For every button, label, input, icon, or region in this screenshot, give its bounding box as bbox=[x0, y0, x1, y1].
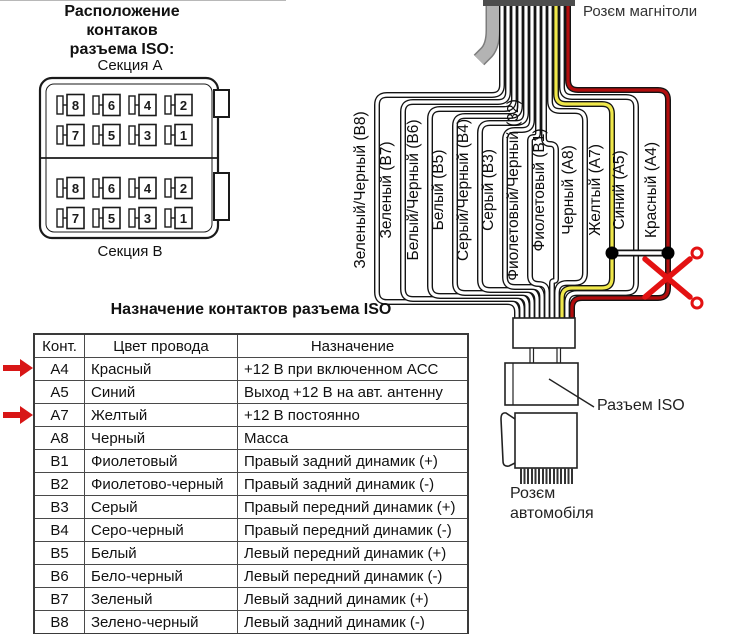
pin-code-cell: B2 bbox=[34, 473, 85, 496]
wire-color-cell: Синий bbox=[85, 381, 238, 404]
arrow-row-a4 bbox=[3, 359, 33, 377]
wire-label-a5: Синий (А5) bbox=[611, 150, 628, 230]
pin-layout-title bbox=[32, 2, 212, 59]
pin-b-6 bbox=[93, 178, 120, 199]
svg-text:2: 2 bbox=[179, 181, 188, 196]
section-b-label: Секция B bbox=[97, 243, 163, 260]
iso-pin-layout-drawing bbox=[40, 78, 229, 238]
table-row bbox=[34, 542, 468, 565]
svg-text:5: 5 bbox=[107, 211, 116, 226]
wire-loops bbox=[352, 5, 668, 318]
purpose-cell: Левый передний динамик (-) bbox=[238, 565, 469, 588]
svg-text:1: 1 bbox=[179, 128, 188, 143]
pin-layout-title-line2: контаков bbox=[86, 22, 158, 39]
car-connector-pin bbox=[553, 468, 562, 484]
pin-code-cell: B6 bbox=[34, 565, 85, 588]
radio-connector-edge bbox=[483, 0, 575, 6]
table-row bbox=[34, 381, 468, 404]
wire-color-cell: Фиолетово-черный bbox=[85, 473, 238, 496]
table-header-cell: Цвет провода bbox=[85, 334, 238, 358]
pin-code-cell: A4 bbox=[34, 358, 85, 381]
wire-label-b6: Белый/Черный (В6) bbox=[405, 119, 422, 261]
wire-color-cell: Зеленый bbox=[85, 588, 238, 611]
pin-b-1 bbox=[165, 208, 192, 229]
pin-a-4 bbox=[129, 95, 156, 116]
table-header-row bbox=[34, 334, 468, 358]
pin-a-1 bbox=[165, 125, 192, 146]
wire-color-cell: Черный bbox=[85, 427, 238, 450]
pin-code-cell: A5 bbox=[34, 381, 85, 404]
wire-color-cell: Красный bbox=[85, 358, 238, 381]
svg-text:5: 5 bbox=[107, 128, 116, 143]
pin-code-cell: A8 bbox=[34, 427, 85, 450]
svg-text:3: 3 bbox=[143, 211, 152, 226]
pin-b-2 bbox=[165, 178, 192, 199]
wire-color-cell: Серый bbox=[85, 496, 238, 519]
pin-code-cell: B3 bbox=[34, 496, 85, 519]
pin-b-4 bbox=[129, 178, 156, 199]
pin-b-7 bbox=[57, 208, 84, 229]
radio-connector-label: Розєм магнітоли bbox=[583, 3, 698, 20]
pin-b-8 bbox=[57, 178, 84, 199]
car-connector-label-line2: автомобіля bbox=[510, 505, 594, 522]
pin-code-cell: A7 bbox=[34, 404, 85, 427]
table-row bbox=[34, 496, 468, 519]
svg-text:4: 4 bbox=[143, 181, 152, 196]
car-connector-pin bbox=[520, 468, 529, 484]
pin-code-cell: B1 bbox=[34, 450, 85, 473]
wire-label-b7: Зеленый (В7) bbox=[378, 141, 395, 239]
purpose-cell: Левый задний динамик (+) bbox=[238, 588, 469, 611]
wire-color-cell: Серо-черный bbox=[85, 519, 238, 542]
pin-a-3 bbox=[129, 125, 156, 146]
pin-b-5 bbox=[93, 208, 120, 229]
car-connector-label-line1: Розєм bbox=[510, 485, 556, 502]
svg-text:6: 6 bbox=[107, 98, 116, 113]
table-row bbox=[34, 519, 468, 542]
table-row bbox=[34, 427, 468, 450]
pin-code-cell: B4 bbox=[34, 519, 85, 542]
svg-text:3: 3 bbox=[143, 128, 152, 143]
purpose-cell: +12 В при включенном ACC bbox=[238, 358, 469, 381]
pin-code-cell: B7 bbox=[34, 588, 85, 611]
pin-b-3 bbox=[129, 208, 156, 229]
svg-text:8: 8 bbox=[71, 181, 80, 196]
table-row bbox=[34, 565, 468, 588]
purpose-cell: Левый задний динамик (-) bbox=[238, 611, 469, 634]
purpose-cell: Выход +12 В на авт. антенну bbox=[238, 381, 469, 404]
wire-color-cell: Фиолетовый bbox=[85, 450, 238, 473]
jumper-dot-a4 bbox=[662, 247, 675, 260]
wire-label-b4: Серый/Черный (В4) bbox=[455, 118, 472, 262]
pin-layout-title-line3: разъема ISO: bbox=[69, 41, 175, 58]
table-row bbox=[34, 404, 468, 427]
svg-text:7: 7 bbox=[71, 128, 80, 143]
arrow-row-a7 bbox=[3, 406, 33, 424]
table-header-cell: Назначение bbox=[238, 334, 469, 358]
wire-label-a7: Желтый (А7) bbox=[587, 144, 604, 236]
purpose-cell: Правый передний динамик (-) bbox=[238, 519, 469, 542]
svg-text:7: 7 bbox=[71, 211, 80, 226]
purpose-cell: Правый задний динамик (-) bbox=[238, 473, 469, 496]
wire-color-cell: Бело-черный bbox=[85, 565, 238, 588]
svg-text:1: 1 bbox=[179, 211, 188, 226]
pin-a-2 bbox=[165, 95, 192, 116]
wire-label-b5: Белый (В5) bbox=[430, 149, 447, 231]
table-row bbox=[34, 358, 468, 381]
pin-a-5 bbox=[93, 125, 120, 146]
car-connector-drawing bbox=[501, 413, 577, 484]
car-connector-pin bbox=[542, 468, 551, 484]
wire-color-cell: Желтый bbox=[85, 404, 238, 427]
pin-code-cell: B5 bbox=[34, 542, 85, 565]
purpose-cell: Правый задний динамик (+) bbox=[238, 450, 469, 473]
wire-label-b2: Фиолетовый/Черный (32) bbox=[505, 99, 522, 281]
table-title: Назначение контактов разъема ISO bbox=[110, 301, 392, 318]
wire-label-a4: Красный (А4) bbox=[643, 142, 660, 238]
pinout-table bbox=[33, 333, 469, 634]
svg-text:4: 4 bbox=[143, 98, 152, 113]
iso-connector-label: Разъем ISO bbox=[597, 397, 685, 414]
purpose-cell: Масса bbox=[238, 427, 469, 450]
wire-label-b8: Зеленый/Черный (В8) bbox=[352, 111, 369, 269]
iso-connector-drawing bbox=[505, 318, 594, 407]
purpose-cell: Правый передний динамик (+) bbox=[238, 496, 469, 519]
pin-a-7 bbox=[57, 125, 84, 146]
table-row bbox=[34, 450, 468, 473]
car-connector-label bbox=[510, 484, 594, 524]
purpose-cell: +12 В постоянно bbox=[238, 404, 469, 427]
car-connector-pin bbox=[564, 468, 573, 484]
pin-a-8 bbox=[57, 95, 84, 116]
wire-color-cell: Зелено-черный bbox=[85, 611, 238, 634]
wire-label-a8: Черный (А8) bbox=[560, 145, 577, 235]
jumper-dot-a7 bbox=[606, 247, 619, 260]
pin-a-6 bbox=[93, 95, 120, 116]
wire-label-b1: Фиолетовый (В1) bbox=[531, 128, 548, 252]
purpose-cell: Левый передний динамик (+) bbox=[238, 542, 469, 565]
svg-text:8: 8 bbox=[71, 98, 80, 113]
section-a-label: Секция A bbox=[97, 57, 163, 74]
table-row bbox=[34, 588, 468, 611]
svg-text:2: 2 bbox=[179, 98, 188, 113]
wire-color-cell: Белый bbox=[85, 542, 238, 565]
car-connector-pin bbox=[531, 468, 540, 484]
pin-layout-title-line1: Расположение bbox=[64, 3, 180, 20]
table-row bbox=[34, 473, 468, 496]
wire-label-b3: Серый (В3) bbox=[480, 149, 497, 231]
table-row bbox=[34, 611, 468, 634]
table-header-cell: Конт. bbox=[34, 334, 85, 358]
svg-text:6: 6 bbox=[107, 181, 116, 196]
pin-code-cell: B8 bbox=[34, 611, 85, 634]
